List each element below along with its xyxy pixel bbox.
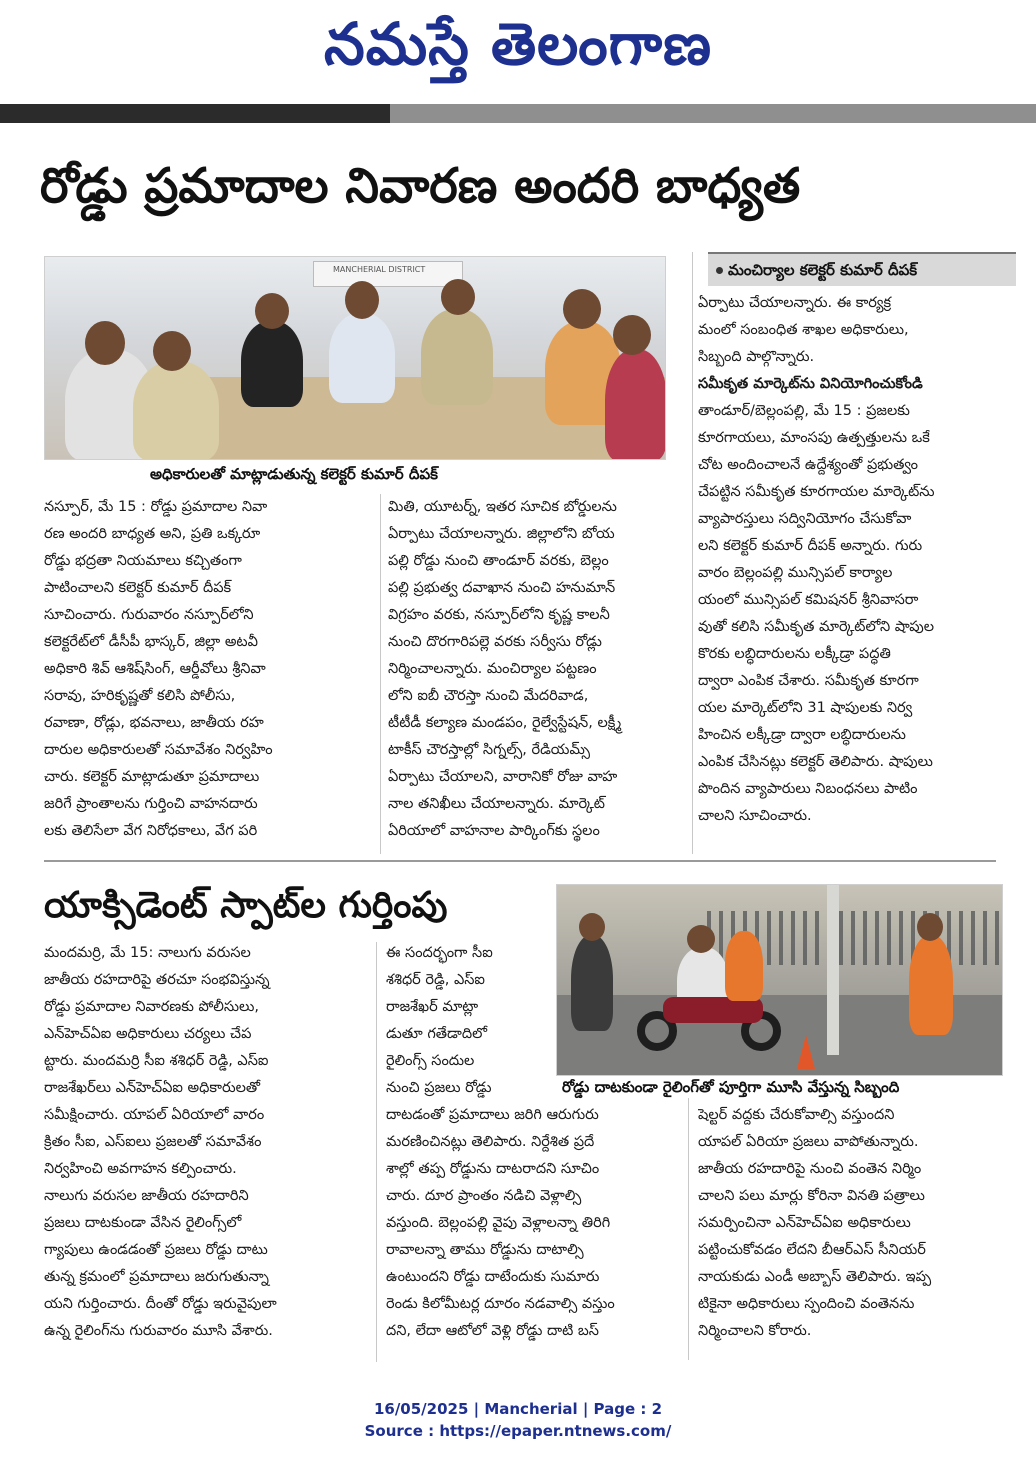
text-line: వస్తుంది. బెల్లంపల్లి వైపు వెళ్లాలన్నా తిరిగి <box>386 1215 611 1231</box>
text-line: ఏర్పాటు చేయాలన్నారు. ఈ కార్యక్ర <box>698 295 892 311</box>
text-line: ప్రజలు దాటకుండా వేసిన రైలింగ్స్‌లో <box>44 1215 242 1231</box>
text-line: పొందిన వ్యాపారులు నిబంధనలు పాటిం <box>698 781 918 797</box>
article2-column-3 <box>698 1102 1008 1345</box>
text-line: రైలింగ్స్ సందుల <box>386 1053 475 1069</box>
text-line: ట్టారు. మందమర్రి సీఐ శశిధర్ రెడ్డి, ఎస్‌ఐ <box>44 1053 269 1069</box>
article2-headline: యాక్సిడెంట్ స్పాట్‌ల గుర్తింపు <box>44 885 448 926</box>
person-head <box>85 321 125 365</box>
person-head <box>687 925 715 953</box>
section-divider <box>44 860 996 862</box>
text-line: చాలని పలు మార్లు కోరినా వినతి పత్రాలు <box>698 1188 925 1204</box>
article1-photo-caption: అధికారులతో మాట్లాడుతున్న కలెక్టర్ కుమార్ దీపక్ <box>150 465 438 483</box>
text-line: నిర్వహించి అవగాహన కల్పించారు. <box>44 1161 237 1177</box>
article2-column-1 <box>44 940 370 1345</box>
text-line: టీటీడీ కల్యాణ మండపం, రైల్వేస్టేషన్, లక్ష్మీ <box>388 715 622 731</box>
text-line: ద్వారా ఎంపిక చేశారు. సమీకృత కూరగా <box>698 673 919 689</box>
text-line: క్రితం సీఐ, ఎస్‌ఐలు ప్రజలతో సమావేశం <box>44 1134 262 1150</box>
text-line: శాల్లో తప్ప రోడ్డును దాటరాదని సూచిం <box>386 1161 600 1177</box>
text-line: జాతీయ రహదారిపై తరచూ సంభవిస్తున్న <box>44 972 270 988</box>
person-figure <box>133 361 219 460</box>
text-line: టాకీస్ చౌరస్తాల్లో సిగ్నల్స్, రేడియమ్స్ <box>388 742 591 758</box>
text-line: యంలో మున్సిపల్ కమిషనర్ శ్రీనివాసరా <box>698 592 919 608</box>
text-line: ఈ సందర్భంగా సీఐ <box>386 945 493 961</box>
text-line: ఉన్న రైలింగ్‌ను గురువారం మూసి వేశారు. <box>44 1323 273 1339</box>
text-line: గ్యాపులు ఉండడంతో ప్రజలు రోడ్డు దాటు <box>44 1242 268 1258</box>
text-line: లకు తెలిసేలా వేగ నిరోధకాలు, వేగ పరి <box>44 823 258 839</box>
text-line: దని, లేదా ఆటోలో వెళ్లి రోడ్డు దాటి బస్ <box>386 1323 599 1339</box>
street-pole <box>827 885 839 1055</box>
article1-column-2 <box>388 494 688 845</box>
person-head <box>255 293 289 329</box>
text-line: అధికారి శివ్ ఆశిష్‌సింగ్, ఆర్డీవోలు శ్రీనివా <box>44 661 266 677</box>
masthead <box>0 0 1036 100</box>
text-line: నస్పూర్, మే 15 : రోడ్డు ప్రమాదాల నివా <box>44 499 268 515</box>
masthead-rule-gray <box>390 104 1036 123</box>
text-line: దారుల అధికారులతో సమావేశం నిర్వహిం <box>44 742 273 758</box>
text-line: యని గుర్తించారు. దీంతో రోడ్డు ఇరువైపులా <box>44 1296 277 1312</box>
text-line: లోని ఐబీ చౌరస్తా నుంచి మేదరివాడ, <box>388 688 589 704</box>
text-line: కలెక్టరేట్‌లో డీసీపీ భాస్కర్, జిల్లా అటవీ <box>44 634 258 650</box>
text-line: చారు. కలెక్టర్ మాట్లాడుతూ ప్రమాదాలు <box>44 769 260 785</box>
text-line: రోడ్డు భద్రతా నియమాలు కచ్చితంగా <box>44 553 242 569</box>
text-line: టికైనా అధికారులు స్పందించి వంతెనను <box>698 1296 915 1312</box>
person-figure <box>241 321 303 407</box>
text-line: ఎన్‌హెచ్‌ఏఐ అధికారులు చర్యలు చేప <box>44 1026 252 1042</box>
source-link[interactable]: Source : https://epaper.ntnews.com/ <box>364 1422 672 1440</box>
person-head <box>153 331 191 371</box>
person-figure <box>421 309 493 405</box>
text-line: పల్లి రోడ్డు నుంచి తాండూర్ వరకు, బెల్లం <box>388 553 609 569</box>
text-line: ఏర్పాటు చేయాలని, వారానికో రోజు వాహ <box>388 769 618 785</box>
person-head <box>917 913 943 941</box>
text-line: పాటించాలని కలెక్టర్ కుమార్ దీపక్ <box>44 580 232 596</box>
text-line: వుతో కలిసి సమీకృత మార్కెట్‌లోని షాపుల <box>698 619 935 635</box>
text-line: పట్టించుకోవడం లేదని బీఆర్‌ఎస్ సీనియర్ <box>698 1242 926 1258</box>
text-line: జరిగే ప్రాంతాలను గుర్తించి వాహనదారు <box>44 796 258 812</box>
text-line: శశిధర్ రెడ్డి, ఎస్‌ఐ <box>386 972 485 988</box>
text-line: దాటడంతో ప్రమాదాలు జరిగి ఆరుగురు <box>386 1107 599 1123</box>
article1-byline: మంచిర్యాల కలెక్టర్ కుమార్ దీపక్ <box>708 252 1016 286</box>
article1-column-1 <box>44 494 372 845</box>
text-line: ఎంపిక చేసినట్లు కలెక్టర్ తెలిపారు. షాపులు <box>698 754 933 770</box>
text-line: రెండు కిలోమీటర్ల దూరం నడవాల్సి వస్తుం <box>386 1296 615 1312</box>
edition-info: 16/05/2025 | Mancherial | Page : 2 <box>373 1400 663 1418</box>
article2-column-2 <box>386 940 682 1345</box>
text-line: నాల తనిఖీలు చేయాలన్నారు. మార్కెట్ <box>388 796 605 812</box>
person-head <box>563 289 601 329</box>
column-rule <box>376 942 377 1362</box>
article1-column-3 <box>698 290 1018 830</box>
text-line: వ్యాపారస్తులు సద్వినియోగం చేసుకోవా <box>698 511 912 527</box>
text-line: పల్లి ప్రభుత్వ దవాఖాన నుంచి హనుమాన్ <box>388 580 616 596</box>
text-line: తాండూర్/బెల్లంపల్లి, మే 15 : ప్రజలకు <box>698 403 910 419</box>
text-line: నుంచి దొరగారిపల్లె వరకు సర్వీసు రోడ్లు <box>388 634 602 650</box>
text-line: యాపల్ ఏరియా ప్రజలు వాపోతున్నారు. <box>698 1134 919 1150</box>
text-line: చాలని సూచించారు. <box>698 808 812 824</box>
traffic-cone <box>797 1035 815 1069</box>
column-rule <box>688 1098 689 1360</box>
text-line: ఏరియాలో వాహనాల పార్కింగ్‌కు స్థలం <box>388 823 600 839</box>
text-line: విగ్రహం వరకు, నస్పూర్‌లోని కృష్ణ కాలనీ <box>388 607 610 623</box>
text-line: సమీక్షించారు. యాపల్ ఏరియాలో వారం <box>44 1107 265 1123</box>
text-line: రావాలన్నా తాము రోడ్డును దాటాల్సి <box>386 1242 584 1258</box>
text-line: చారు. దూర ప్రాంతం నడిచి వెళ్లాల్సి <box>386 1188 582 1204</box>
article1-headline: రోడ్డు ప్రమాదాల నివారణ అందరి బాధ్యత <box>40 158 801 214</box>
person-head <box>441 279 475 315</box>
newspaper-logo: నమస్తే తెలంగాణ <box>324 10 712 78</box>
person-figure <box>909 935 953 1035</box>
text-line: సమర్పించినా ఎన్‌హెచ్‌ఏఐ అధికారులు <box>698 1215 911 1231</box>
text-line: నుంచి ప్రజలు రోడ్డు <box>386 1080 492 1096</box>
text-line: నాయకుడు ఎండీ అబ్బాస్ తెలిపారు. ఇప్ప <box>698 1269 932 1285</box>
page-footer <box>0 1398 1036 1442</box>
text-line: కూరగాయలు, మాంసపు ఉత్పత్తులను ఒకే <box>698 430 930 446</box>
text-line: సిబ్బంది పాల్గొన్నారు. <box>698 349 815 365</box>
text-line: సరావు, హరికృష్ణతో కలిసి పోలీసు, <box>44 688 236 704</box>
person-head <box>345 281 379 319</box>
masthead-rule-dark <box>0 104 390 123</box>
text-line: ఉంటుందని రోడ్డు దాటేందుకు సుమారు <box>386 1269 600 1285</box>
text-line: మరణించినట్లు తెలిపారు. నిర్దేశిత ప్రదే <box>386 1134 595 1150</box>
text-line: నిర్మించాలన్నారు. మంచిర్యాల పట్టణం <box>388 661 597 677</box>
article1-photo <box>44 256 666 460</box>
text-line: నిర్మించాలని కోరారు. <box>698 1323 812 1339</box>
text-line: రోడ్డు ప్రమాదాల నివారణకు పోలీసులు, <box>44 999 259 1015</box>
person-head <box>613 315 651 355</box>
text-line: చేపట్టిన సమీకృత కూరగాయల మార్కెట్‌ను <box>698 484 935 500</box>
text-line: తున్న క్రమంలో ప్రమాదాలు జరుగుతున్నా <box>44 1269 269 1285</box>
text-line: చోట అందించాలనే ఉద్దేశ్యంతో ప్రభుత్వం <box>698 457 919 473</box>
text-line: రణ అందరి బాధ్యత అని, ప్రతి ఒక్కరూ <box>44 526 261 542</box>
person-figure <box>725 931 763 1001</box>
person-head <box>579 913 605 941</box>
article1-subheading: సమీకృత మార్కెట్‌ను వినియోగించుకోండి <box>698 376 923 392</box>
text-line: కొరకు లబ్ధిదారులను లక్కీడ్రా పద్ధతి <box>698 646 891 662</box>
text-line: లని కలెక్టర్ కుమార్ దీపక్ అన్నారు. గురు <box>698 538 923 554</box>
text-line: హించిన లక్కీడ్రా ద్వారా లబ్ధిదారులను <box>698 727 906 743</box>
text-line: వారం బెల్లంపల్లి మున్సిపల్ కార్యాల <box>698 565 893 581</box>
person-figure <box>605 349 666 460</box>
text-line: రాజశేఖర్‌లు ఎన్‌హెచ్‌ఏఐ అధికారులతో <box>44 1080 261 1096</box>
text-line: రాజశేఖర్ మాట్లా <box>386 999 479 1015</box>
text-line: డుతూ గతేడాదిలో <box>386 1026 488 1042</box>
column-rule <box>692 252 693 854</box>
text-line: జాతీయ రహదారిపై నుంచి వంతెన నిర్మిం <box>698 1161 922 1177</box>
article2-photo-caption: రోడ్డు దాటకుండా రైలింగ్‌తో పూర్తిగా మూసి వేస్తున్న సిబ్బంది <box>562 1078 900 1096</box>
column-rule <box>380 494 381 854</box>
text-line: ఏర్పాటు చేయాలన్నారు. జిల్లాలోని బోయ <box>388 526 615 542</box>
text-line: రవాణా, రోడ్లు, భవనాలు, జాతీయ రహ <box>44 715 264 731</box>
text-line: నాలుగు వరుసల జాతీయ రహదారిని <box>44 1188 249 1204</box>
text-line: మితి, యూటర్న్, ఇతర సూచిక బోర్డులను <box>388 499 617 515</box>
text-line: షెల్టర్ వద్దకు చేరుకోవాల్సి వస్తుందని <box>698 1107 895 1123</box>
text-line: యల మార్కెట్‌లోని 31 షాపులకు నిర్వ <box>698 700 913 716</box>
photo-banner-text: MANCHERIAL DISTRICT <box>333 265 426 274</box>
person-figure <box>329 313 395 403</box>
text-line: సూచించారు. గురువారం నస్పూర్‌లోని <box>44 607 254 623</box>
text-line: మందమర్రి, మే 15: నాలుగు వరుసల <box>44 945 251 961</box>
text-line: మంలో సంబంధిత శాఖల అధికారులు, <box>698 322 909 338</box>
